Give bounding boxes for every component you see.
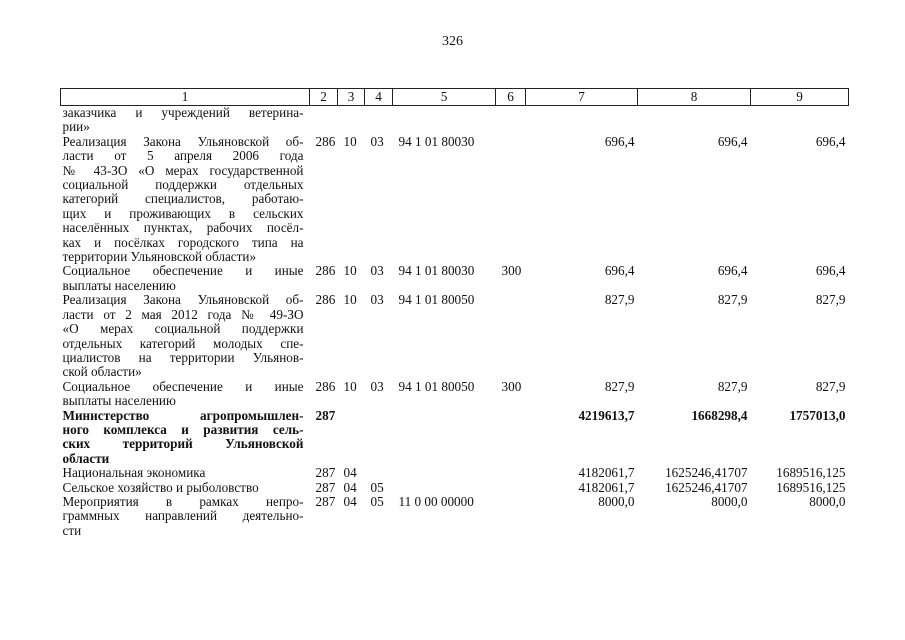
amount-cell-9 [751,106,849,135]
row-name-line: Реализация Закона Ульяновской об- [62,292,304,308]
table-body [61,106,849,539]
row-name-cell [61,293,310,379]
amount-cell-7: 4182061,7 [578,465,635,481]
row-name-line: сти [62,522,82,538]
column-header-7: 7 [526,89,638,106]
row-name-cell [61,264,310,293]
row-name-line: рии» [62,119,90,135]
target-article-cell [393,481,496,495]
section-code-cell: 04 [343,493,357,509]
row-name-cell [61,481,310,495]
row-name-cell [61,135,310,265]
amount-cell-9: 1689516,125 [776,465,846,481]
amount-cell-9: 827,9 [815,292,846,308]
ministry-code-cell [310,106,338,135]
subsection-code-cell: 03 [370,292,384,308]
expense-type-cell [496,495,526,538]
row-name-line: Сельское хозяйство и рыболовство [62,479,259,495]
amount-cell-7: 4219613,7 [578,407,635,423]
expense-type-cell: 300 [501,263,522,279]
row-name-line: области [62,450,110,466]
amount-cell-9: 696,4 [815,133,846,149]
amount-cell-7 [526,106,638,135]
row-name-line: Мероприятия в рамках непро- [62,493,304,509]
target-article-cell: 94 1 01 80050 [398,292,475,308]
row-name-line: Министерство агропромышлен- [62,407,304,423]
amount-cell-8: 1625246,41707 [665,479,748,495]
amount-cell-8: 8000,0 [711,493,748,509]
subsection-code-cell: 05 [370,493,384,509]
row-name-line: категорий специалистов, работаю- [62,191,304,207]
amount-cell-9: 827,9 [815,378,846,394]
row-name-line: ской области» [62,364,142,380]
ministry-code-cell: 287 [315,479,336,495]
column-header-8: 8 [638,89,751,106]
expense-type-cell [496,466,526,480]
amount-cell-8: 1625246,41707 [665,465,748,481]
subsection-code-cell: 03 [370,263,384,279]
column-header-6: 6 [496,89,526,106]
row-name-line: заказчика и учреждений ветерина- [62,105,304,120]
row-name-line: Социальное обеспечение и иные [62,378,304,394]
amount-cell-7: 696,4 [604,133,635,149]
row-name-cell [61,380,310,409]
amount-cell-7: 827,9 [604,292,635,308]
table-row [61,264,849,293]
row-name-line: ласти от 2 мая 2012 года № 49-ЗО [62,306,304,322]
section-code-cell [338,409,365,467]
row-name-line: граммных направлений деятельно- [62,508,304,524]
target-article-cell [393,409,496,467]
amount-cell-7: 4182061,7 [578,479,635,495]
target-article-cell: 11 0 00 00000 [398,493,474,509]
section-code-cell: 10 [343,263,357,279]
section-code-cell: 04 [343,479,357,495]
ministry-code-cell: 287 [315,407,336,423]
expense-type-cell [496,481,526,495]
ministry-code-cell: 286 [315,263,336,279]
amount-cell-8 [638,106,751,135]
ministry-code-cell: 286 [315,292,336,308]
section-code-cell: 10 [343,378,357,394]
expense-type-cell [496,409,526,467]
row-name-line: ласти от 5 апреля 2006 года [62,148,304,164]
table-row [61,409,849,467]
header-row [61,89,849,106]
target-article-cell: 94 1 01 80030 [398,133,475,149]
amount-cell-7: 8000,0 [598,493,635,509]
column-header-1: 1 [61,89,310,106]
section-code-cell: 10 [343,292,357,308]
row-name-line: щих и проживающих в сельских [62,205,304,221]
row-name-line: Реализация Закона Ульяновской об- [62,133,304,149]
row-name-line: ках и посёлках городского типа на [62,234,304,250]
table-row [61,380,849,409]
ministry-code-cell: 286 [315,133,336,149]
target-article-cell: 94 1 01 80030 [398,263,475,279]
row-name-cell [61,466,310,480]
amount-cell-8: 827,9 [717,378,748,394]
subsection-code-cell [365,466,393,480]
row-name-line: Социальное обеспечение и иные [62,263,304,279]
ministry-code-cell: 287 [315,493,336,509]
row-name-line: ного комплекса и развития сель- [62,421,304,437]
table-header [61,89,849,106]
section-code-cell [338,106,365,135]
amount-cell-8: 1668298,4 [691,407,748,423]
expense-type-cell [496,293,526,379]
ministry-code-cell: 287 [315,465,336,481]
row-name-cell [61,106,310,135]
row-name-line: отдельных категорий молодых спе- [62,335,304,351]
amount-cell-9: 1757013,0 [789,407,846,423]
expense-type-cell [496,135,526,265]
row-name-cell [61,409,310,467]
row-name-line: населённых пунктах, рабочих посёл- [62,220,304,236]
section-code-cell: 04 [343,465,357,481]
section-code-cell: 10 [343,133,357,149]
subsection-code-cell: 03 [370,133,384,149]
row-name-line: циалистов на территории Ульянов- [62,349,304,365]
table-row [61,466,849,480]
target-article-cell: 94 1 01 80050 [398,378,475,394]
column-header-9: 9 [751,89,849,106]
table-row [61,106,849,135]
row-name-line: выплаты населению [62,277,176,293]
amount-cell-8: 696,4 [717,133,748,149]
table-row [61,135,849,265]
table-row [61,293,849,379]
row-name-line: Национальная экономика [62,465,206,481]
amount-cell-7: 827,9 [604,378,635,394]
subsection-code-cell: 03 [370,378,384,394]
row-name-line: территории Ульяновской области» [62,249,257,265]
row-name-line: «О мерах социальной поддержки [62,321,304,337]
subsection-code-cell [365,106,393,135]
expense-type-cell: 300 [501,378,522,394]
row-name-cell [61,495,310,538]
column-header-3: 3 [338,89,365,106]
expense-type-cell [496,106,526,135]
target-article-cell [393,106,496,135]
amount-cell-9: 1689516,125 [776,479,846,495]
row-name-line: ских территорий Ульяновской [62,436,304,452]
subsection-code-cell: 05 [370,479,384,495]
row-name-line: социальной поддержки отдельных [62,177,304,193]
subsection-code-cell [365,409,393,467]
page-number: 326 [442,34,463,49]
amount-cell-7: 696,4 [604,263,635,279]
column-header-5: 5 [393,89,496,106]
column-header-2: 2 [310,89,338,106]
row-name-line: № 43-ЗО «О мерах государственной [62,162,304,178]
row-name-line: выплаты населению [62,393,176,409]
table-row [61,495,849,538]
amount-cell-8: 827,9 [717,292,748,308]
amount-cell-9: 696,4 [815,263,846,279]
amount-cell-9: 8000,0 [809,493,846,509]
column-header-4: 4 [365,89,393,106]
amount-cell-8: 696,4 [717,263,748,279]
budget-table [60,88,849,538]
table-row [61,481,849,495]
target-article-cell [393,466,496,480]
ministry-code-cell: 286 [315,378,336,394]
